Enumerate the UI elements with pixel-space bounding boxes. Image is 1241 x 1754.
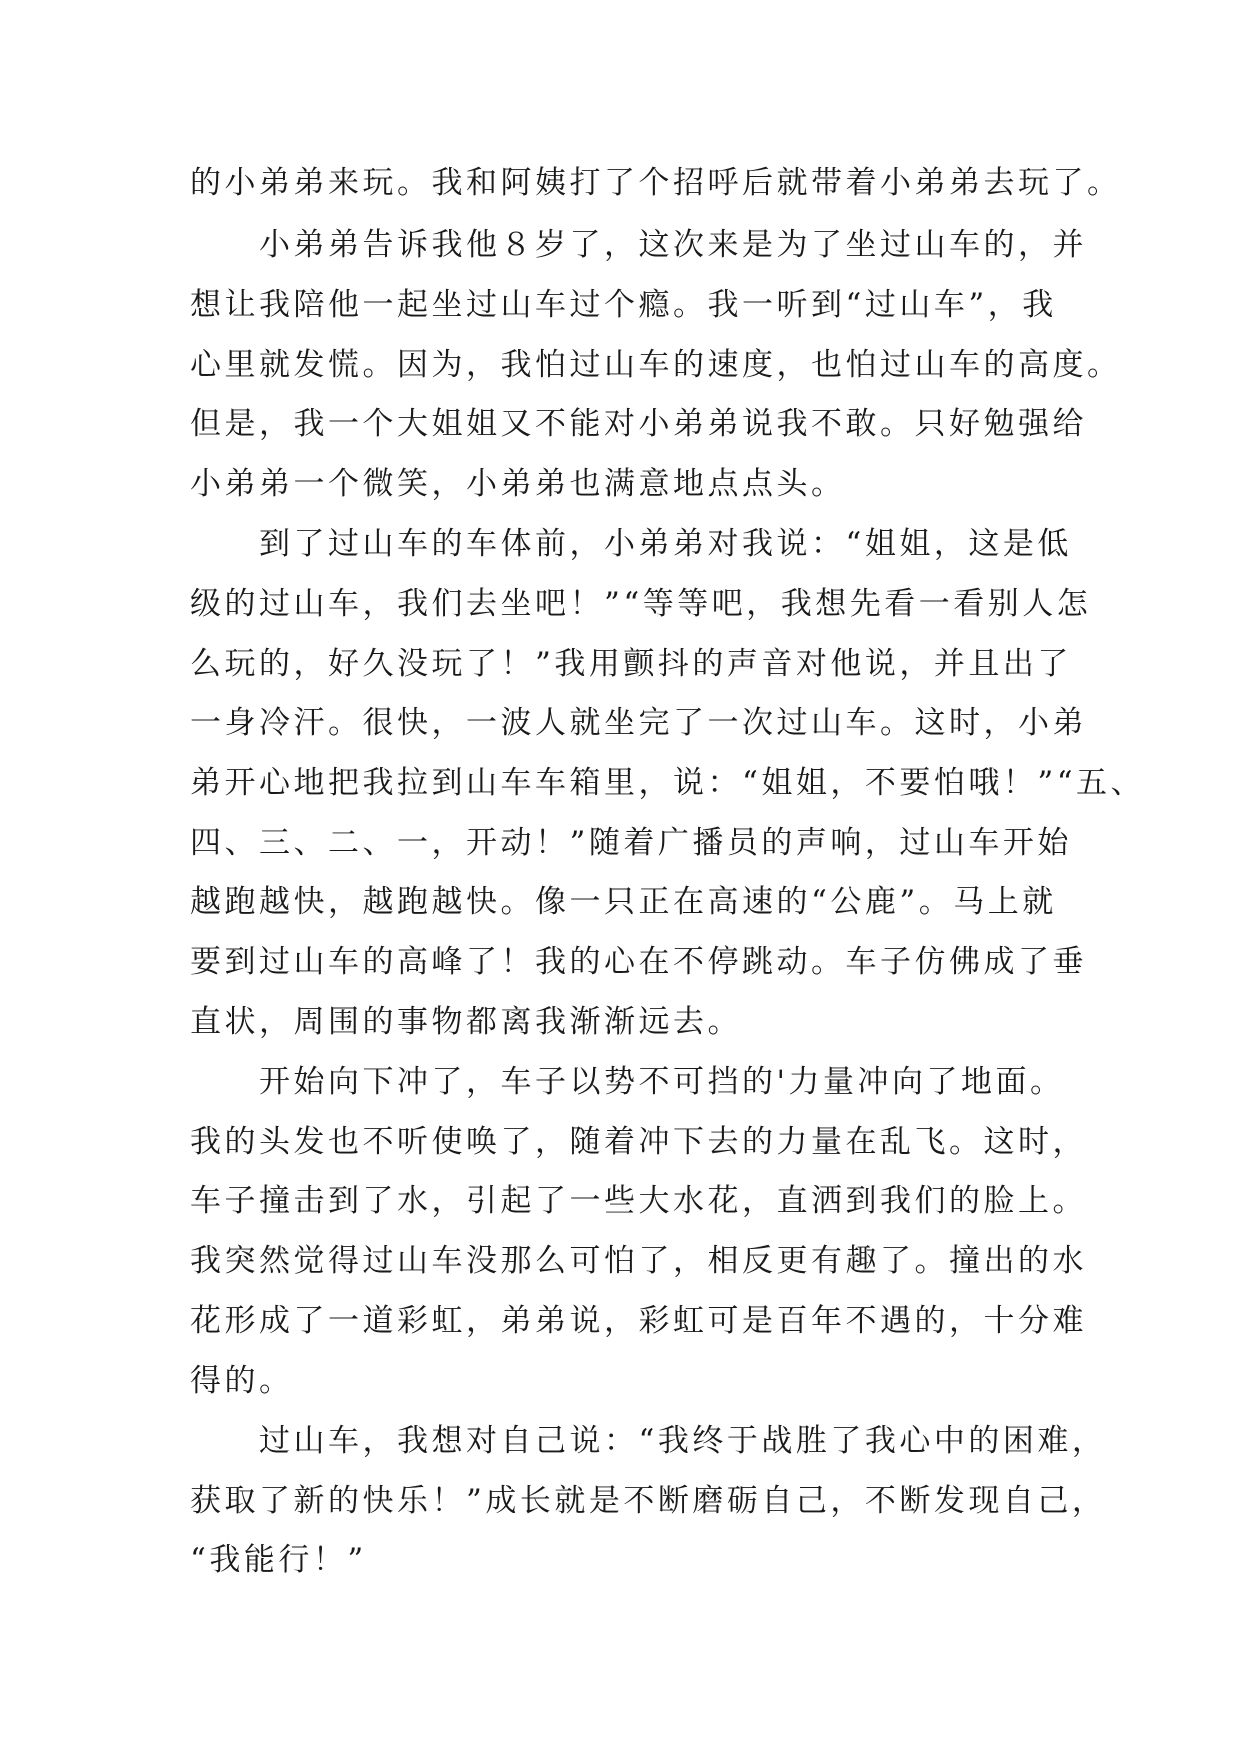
text-line: 我突然觉得过山车没那么可怕了，相反更有趣了。撞出的水 [190,1243,1087,1279]
text-line: “我能行！” [190,1542,367,1578]
text-line: 四、三、二、一，开动！”随着广播员的声响，过山车开始 [190,825,1072,861]
text-line: 过山车，我想对自己说：“我终于战胜了我心中的困难， [190,1423,1107,1459]
text-line: 一身冷汗。很快，一波人就坐完了一次过山车。这时，小弟 [190,705,1087,741]
text-line: 直状，周围的事物都离我渐渐远去。 [190,1004,742,1040]
text-line: 想让我陪他一起坐过山车过个瘾。我一听到“过山车”，我 [190,287,1057,323]
text-line: 弟开心地把我拉到山车车箱里，说：“姐姐，不要怕哦！”“五、 [190,765,1146,801]
text-line: 得的。 [190,1363,294,1399]
text-line: 小弟弟一个微笑，小弟弟也满意地点点头。 [190,466,846,502]
text-line: 么玩的，好久没玩了！”我用颤抖的声音对他说，并且出了 [190,646,1072,682]
text-line: 心里就发慌。因为，我怕过山车的速度，也怕过山车的高度。 [190,347,1122,383]
text-line: 但是，我一个大姐姐又不能对小弟弟说我不敢。只好勉强给 [190,406,1087,442]
text-line: 开始向下冲了，车子以势不可挡的'力量冲向了地面。 [190,1064,1065,1100]
text-line: 花形成了一道彩虹，弟弟说，彩虹可是百年不遇的，十分难 [190,1303,1087,1339]
text-line: 获取了新的快乐！”成长就是不断磨砺自己，不断发现自己， [190,1483,1107,1519]
text-line: 的小弟弟来玩。我和阿姨打了个招呼后就带着小弟弟去玩了。 [190,165,1122,201]
text-line: 到了过山车的车体前，小弟弟对我说：“姐姐，这是低 [190,526,1072,562]
text-line: 级的过山车，我们去坐吧！”“等等吧，我想先看一看别人怎 [190,586,1092,622]
text-line: 小弟弟告诉我他８岁了，这次来是为了坐过山车的，并 [190,227,1087,263]
text-line: 越跑越快，越跑越快。像一只正在高速的“公鹿”。马上就 [190,884,1057,920]
text-line: 要到过山车的高峰了！我的心在不停跳动。车子仿佛成了垂 [190,944,1087,980]
text-line: 我的头发也不听使唤了，随着冲下去的力量在乱飞。这时， [190,1124,1087,1160]
text-line: 车子撞击到了水，引起了一些大水花，直洒到我们的脸上。 [190,1183,1087,1219]
